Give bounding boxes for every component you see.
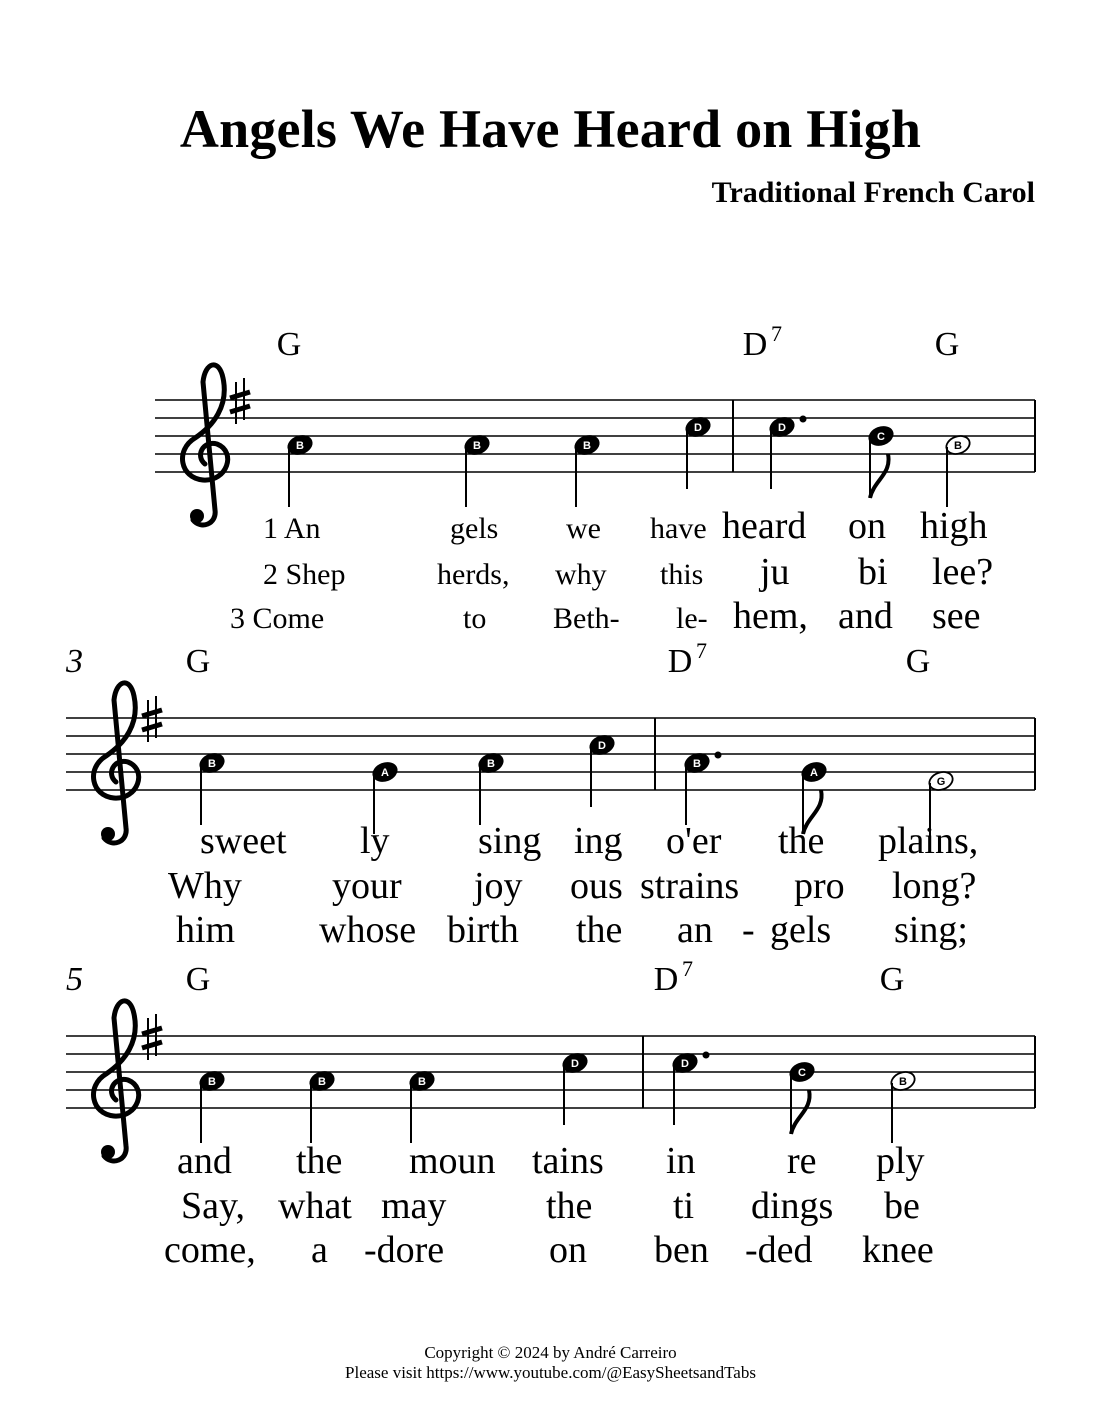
lyric-syllable: what: [278, 1185, 352, 1227]
augmentation-dot: [703, 1052, 710, 1059]
chord-symbol: D: [653, 961, 679, 998]
chord-symbol: G: [185, 643, 211, 680]
lyric-syllable: ous: [570, 865, 623, 907]
measure-number: 5: [66, 961, 83, 998]
lyric-syllable: hem,: [733, 595, 808, 637]
chord-superscript: 7: [696, 638, 707, 663]
lyric-syllable: dings: [751, 1185, 834, 1227]
note-letter: B: [473, 440, 481, 452]
website-text: Please visit https://www.youtube.com/@EasySheetsandTabs: [345, 1363, 756, 1382]
note-letter: B: [296, 440, 304, 452]
note-letter: B: [487, 758, 495, 770]
lyric-syllable: pro: [794, 865, 845, 907]
note-letter: D: [694, 422, 702, 434]
lyric-syllable: 2 Shep: [263, 558, 346, 591]
lyric-syllable: ti: [673, 1185, 695, 1227]
note-letter: A: [381, 767, 389, 779]
lyric-syllable: be: [884, 1185, 920, 1227]
note-letter: B: [693, 758, 701, 770]
lyric-syllable: -ded: [745, 1229, 813, 1271]
key-signature-sharp-icon: [230, 378, 250, 424]
chord-symbol: G: [276, 326, 302, 363]
chord-symbol: G: [879, 961, 905, 998]
chord-symbol: G: [185, 961, 211, 998]
note-letter: D: [681, 1058, 689, 1070]
lyric-syllable: moun: [409, 1140, 496, 1182]
lyric-syllable: bi: [858, 551, 888, 593]
lyric-syllable: gels: [770, 909, 832, 951]
lyric-syllable: and: [838, 595, 893, 637]
lyric-syllable: may: [381, 1185, 447, 1227]
key-signature-sharp-icon: [142, 1014, 162, 1060]
lyric-syllable: him: [176, 909, 236, 951]
lyric-syllable: to: [463, 602, 487, 635]
lyric-syllable: high: [920, 505, 988, 547]
lyric-syllable: Why: [168, 865, 242, 907]
lyric-syllable: the: [576, 909, 623, 951]
lyric-syllable: re: [787, 1140, 817, 1182]
lyric-syllable: ing: [574, 820, 623, 862]
lyric-syllable: long?: [892, 865, 977, 907]
augmentation-dot: [800, 416, 807, 423]
lyric-syllable: knee: [862, 1229, 934, 1271]
lyric-syllable: the: [296, 1140, 343, 1182]
composer-credit: Traditional French Carol: [711, 176, 1035, 209]
lyric-syllable: we: [566, 512, 601, 545]
note-letter: B: [583, 440, 591, 452]
note-letter: B: [418, 1076, 426, 1088]
note-letter: B: [899, 1076, 907, 1088]
augmentation-dot: [715, 752, 722, 759]
chord-symbol: D: [667, 643, 693, 680]
lyric-syllable: birth: [447, 909, 519, 951]
lyric-syllable: whose: [319, 909, 417, 951]
chord-symbol: G: [905, 643, 931, 680]
lyric-syllable: have: [650, 512, 707, 545]
treble-clef-icon: [94, 1001, 139, 1161]
lyric-syllable: herds,: [437, 558, 510, 591]
note-letter: B: [318, 1076, 326, 1088]
chord-symbol: D: [742, 326, 768, 363]
treble-clef-icon: [183, 365, 228, 525]
lyric-syllable: 3 Come: [230, 602, 325, 635]
note-letter: B: [208, 1076, 216, 1088]
note-letter: A: [810, 767, 818, 779]
lyric-syllable: in: [666, 1140, 696, 1182]
lyric-syllable: sing;: [894, 909, 968, 951]
note-letter: B: [208, 758, 216, 770]
treble-clef-icon: [94, 683, 139, 843]
lyric-syllable: ply: [876, 1140, 925, 1182]
lyric-syllable: -: [742, 909, 755, 951]
lyric-syllable: a: [311, 1229, 328, 1271]
lyric-syllable: and: [177, 1140, 232, 1182]
lyric-syllable: your: [332, 865, 402, 907]
lyric-syllable: ly: [360, 820, 390, 862]
song-title: Angels We Have Heard on High: [179, 99, 922, 159]
lyric-syllable: 1 An: [263, 512, 321, 545]
note-letter: D: [598, 740, 606, 752]
copyright-text: Copyright © 2024 by André Carreiro: [424, 1343, 677, 1362]
chord-symbol: G: [934, 326, 960, 363]
lyric-syllable: come,: [164, 1229, 256, 1271]
lyric-syllable: le-: [676, 602, 708, 635]
measure-number: 3: [66, 643, 83, 680]
lyric-syllable: Say,: [181, 1185, 246, 1227]
chord-superscript: 7: [682, 956, 693, 981]
note-letter: B: [954, 440, 962, 452]
lyric-syllable: heard: [722, 505, 807, 547]
lyric-syllable: Beth-: [553, 602, 620, 635]
lyric-syllable: sing: [478, 820, 542, 862]
lyric-syllable: the: [778, 820, 825, 862]
lyric-syllable: strains: [640, 865, 740, 907]
lyric-syllable: joy: [474, 865, 523, 907]
lyric-syllable: gels: [450, 512, 499, 545]
lyric-syllable: ju: [760, 551, 790, 593]
note-letter: D: [778, 422, 786, 434]
note-letter: G: [936, 776, 946, 788]
lyric-syllable: this: [660, 558, 704, 591]
note-letter: D: [571, 1058, 579, 1070]
lyric-syllable: lee?: [932, 551, 994, 593]
chord-superscript: 7: [771, 321, 782, 346]
lyric-syllable: -dore: [364, 1229, 445, 1271]
lyric-syllable: o'er: [666, 820, 722, 862]
lyric-syllable: on: [848, 505, 886, 547]
eighth-flag: [791, 1090, 810, 1134]
lyric-syllable: tains: [532, 1140, 604, 1182]
lyric-syllable: ben: [654, 1229, 709, 1271]
lyric-syllable: see: [932, 595, 981, 637]
lyric-syllable: the: [546, 1185, 593, 1227]
lyric-syllable: sweet: [200, 820, 287, 862]
key-signature-sharp-icon: [142, 696, 162, 742]
eighth-flag: [870, 454, 889, 498]
note-letter: C: [877, 431, 885, 443]
note-letter: C: [798, 1067, 806, 1079]
lyric-syllable: why: [555, 558, 607, 591]
lyric-syllable: on: [549, 1229, 587, 1271]
lyric-syllable: an: [677, 909, 713, 951]
lyric-syllable: plains,: [878, 820, 979, 862]
